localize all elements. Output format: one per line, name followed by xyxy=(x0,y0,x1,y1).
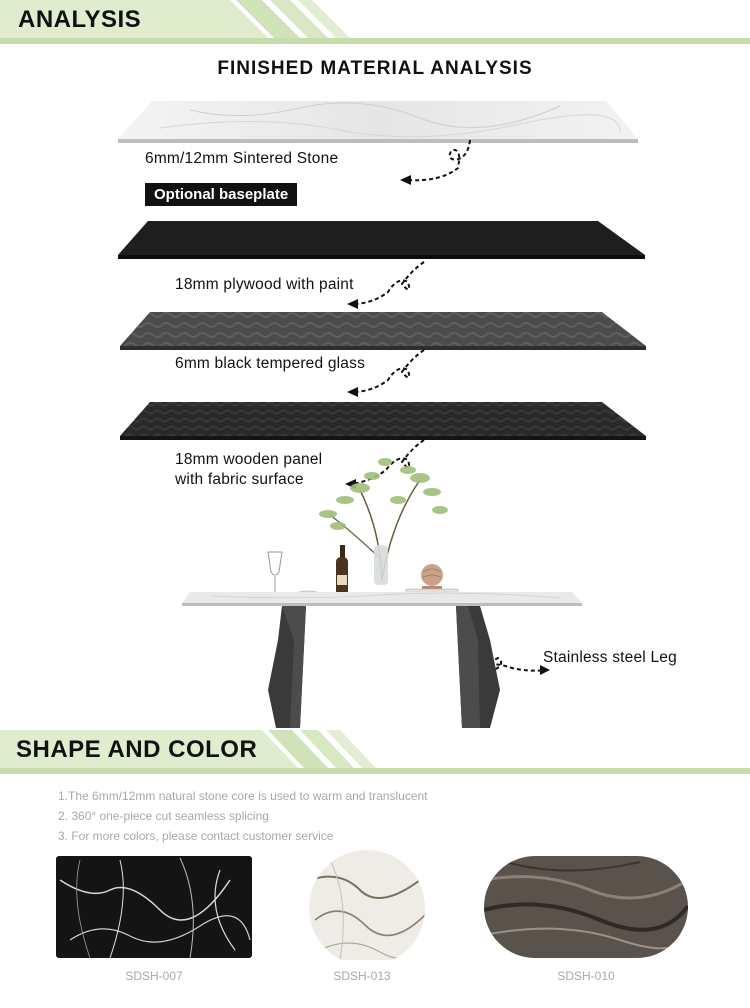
sintered-stone-label: 6mm/12mm Sintered Stone xyxy=(145,150,339,167)
swatch-label: SDSH-010 xyxy=(557,969,615,983)
swatch-grey-marble xyxy=(484,856,688,958)
leg-label: Stainless steel Leg xyxy=(543,649,677,666)
note-item: 3. For more colors, please contact customer service xyxy=(58,829,334,843)
fabric-panel-slab xyxy=(120,402,646,440)
optional-baseplate-badge: Optional baseplate xyxy=(145,183,297,206)
swatch-white-marble xyxy=(300,848,434,960)
plywood-label: 18mm plywood with paint xyxy=(175,276,354,293)
swatch-label: SDSH-007 xyxy=(125,969,183,983)
note-item: 2. 360° one-piece cut seamless splicing xyxy=(58,809,269,823)
glass-label: 6mm black tempered glass xyxy=(175,355,366,372)
shape-color-banner xyxy=(0,730,750,774)
table-illustration xyxy=(182,458,582,728)
finished-material-heading: FINISHED MATERIAL ANALYSIS xyxy=(217,58,533,79)
notes-list xyxy=(58,786,428,846)
swatches xyxy=(0,840,750,960)
swatch-label: SDSH-013 xyxy=(333,969,391,983)
note-item: 1.The 6mm/12mm natural stone core is used to warm and translucent xyxy=(58,789,428,803)
panel-label-line2: with fabric surface xyxy=(175,471,304,488)
shape-color-title: SHAPE AND COLOR xyxy=(16,736,258,763)
panel-label-line1: 18mm wooden panel xyxy=(175,451,323,468)
sintered-stone-slab xyxy=(118,101,638,143)
plywood-slab xyxy=(118,221,645,259)
glass-slab xyxy=(120,312,646,350)
analysis-title: ANALYSIS xyxy=(18,6,142,33)
swatch-black-marble xyxy=(56,856,252,958)
